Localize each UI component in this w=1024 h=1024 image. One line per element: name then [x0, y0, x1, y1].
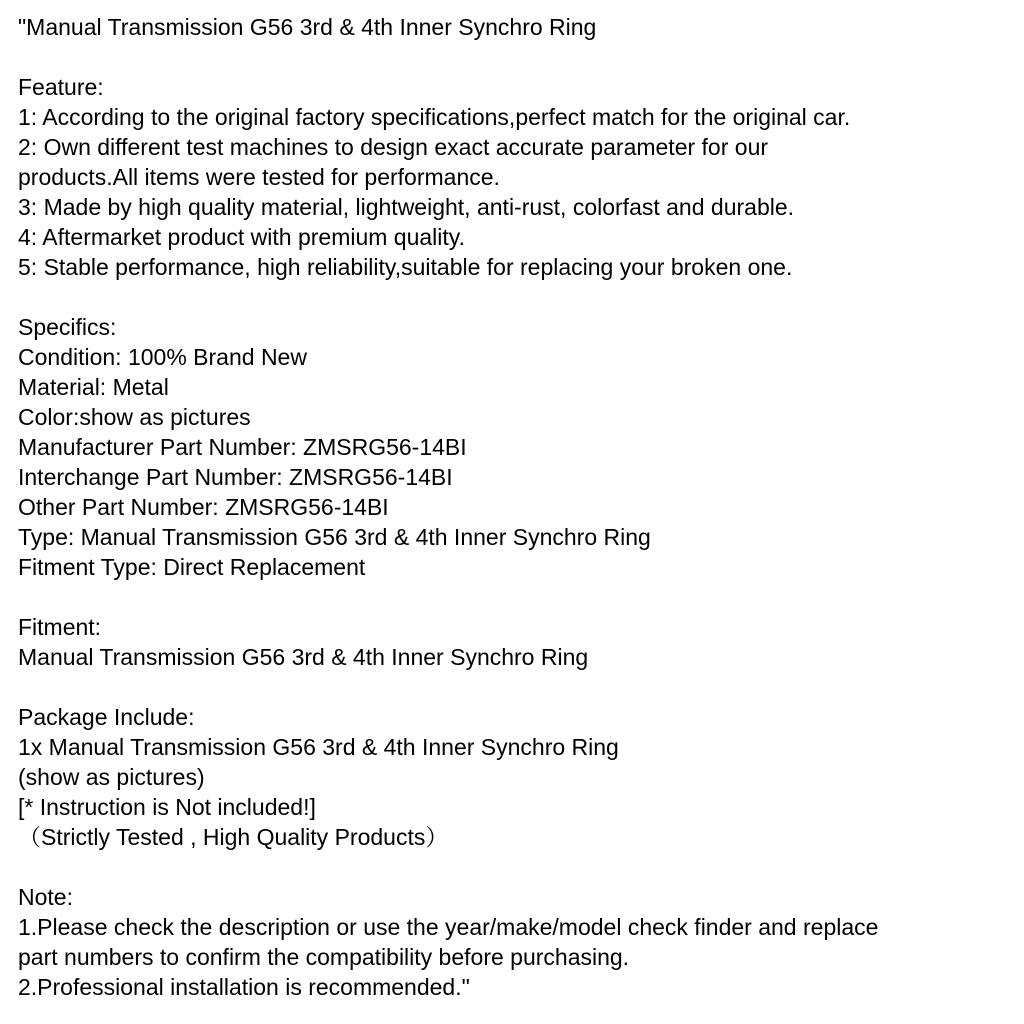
text-line: Condition: 100% Brand New — [18, 344, 307, 370]
text-line: 2.Professional installation is recommended." — [18, 974, 470, 1000]
section-feature — [18, 72, 1018, 282]
section-package-include — [18, 702, 1018, 852]
section-heading-fitment: Fitment: — [18, 614, 102, 640]
text-line: Type: Manual Transmission G56 3rd & 4th Inner Synchro Ring — [18, 524, 651, 550]
text-line: 1.Please check the description or use the year/make/model check finder and replace — [18, 914, 879, 940]
text-line: products.All items were tested for performance. — [18, 164, 500, 190]
text-line: Manufacturer Part Number: ZMSRG56-14BI — [18, 434, 467, 460]
section-note — [18, 882, 1018, 1002]
text-line: 4: Aftermarket product with premium quality. — [18, 224, 465, 250]
page-title: "Manual Transmission G56 3rd & 4th Inner Synchro Ring — [18, 14, 597, 40]
text-line: Material: Metal — [18, 374, 169, 400]
text-line: （Strictly Tested , High Quality Products） — [18, 824, 449, 850]
section-heading-feature: Feature: — [18, 74, 104, 100]
section-heading-note: Note: — [18, 884, 73, 910]
text-line: (show as pictures) — [18, 764, 205, 790]
section-heading-specifics: Specifics: — [18, 314, 117, 340]
text-line: Interchange Part Number: ZMSRG56-14BI — [18, 464, 453, 490]
text-line: Color:show as pictures — [18, 404, 251, 430]
section-heading-package-include: Package Include: — [18, 704, 195, 730]
text-line: Other Part Number: ZMSRG56-14BI — [18, 494, 389, 520]
text-line: 1x Manual Transmission G56 3rd & 4th Inner Synchro Ring — [18, 734, 619, 760]
text-line: 2: Own different test machines to design exact accurate parameter for our — [18, 134, 769, 160]
text-line: [* Instruction is Not included!] — [18, 794, 316, 820]
text-line: part numbers to confirm the compatibility before purchasing. — [18, 944, 630, 970]
text-line: 5: Stable performance, high reliability,suitable for replacing your broken one. — [18, 254, 793, 280]
text-line: 1: According to the original factory specifications,perfect match for the original car. — [18, 104, 851, 130]
section-fitment — [18, 612, 1018, 672]
text-line: Manual Transmission G56 3rd & 4th Inner Synchro Ring — [18, 644, 589, 670]
text-line: Fitment Type: Direct Replacement — [18, 554, 366, 580]
text-line: 3: Made by high quality material, lightweight, anti-rust, colorfast and durable. — [18, 194, 795, 220]
section-specifics — [18, 312, 1018, 582]
